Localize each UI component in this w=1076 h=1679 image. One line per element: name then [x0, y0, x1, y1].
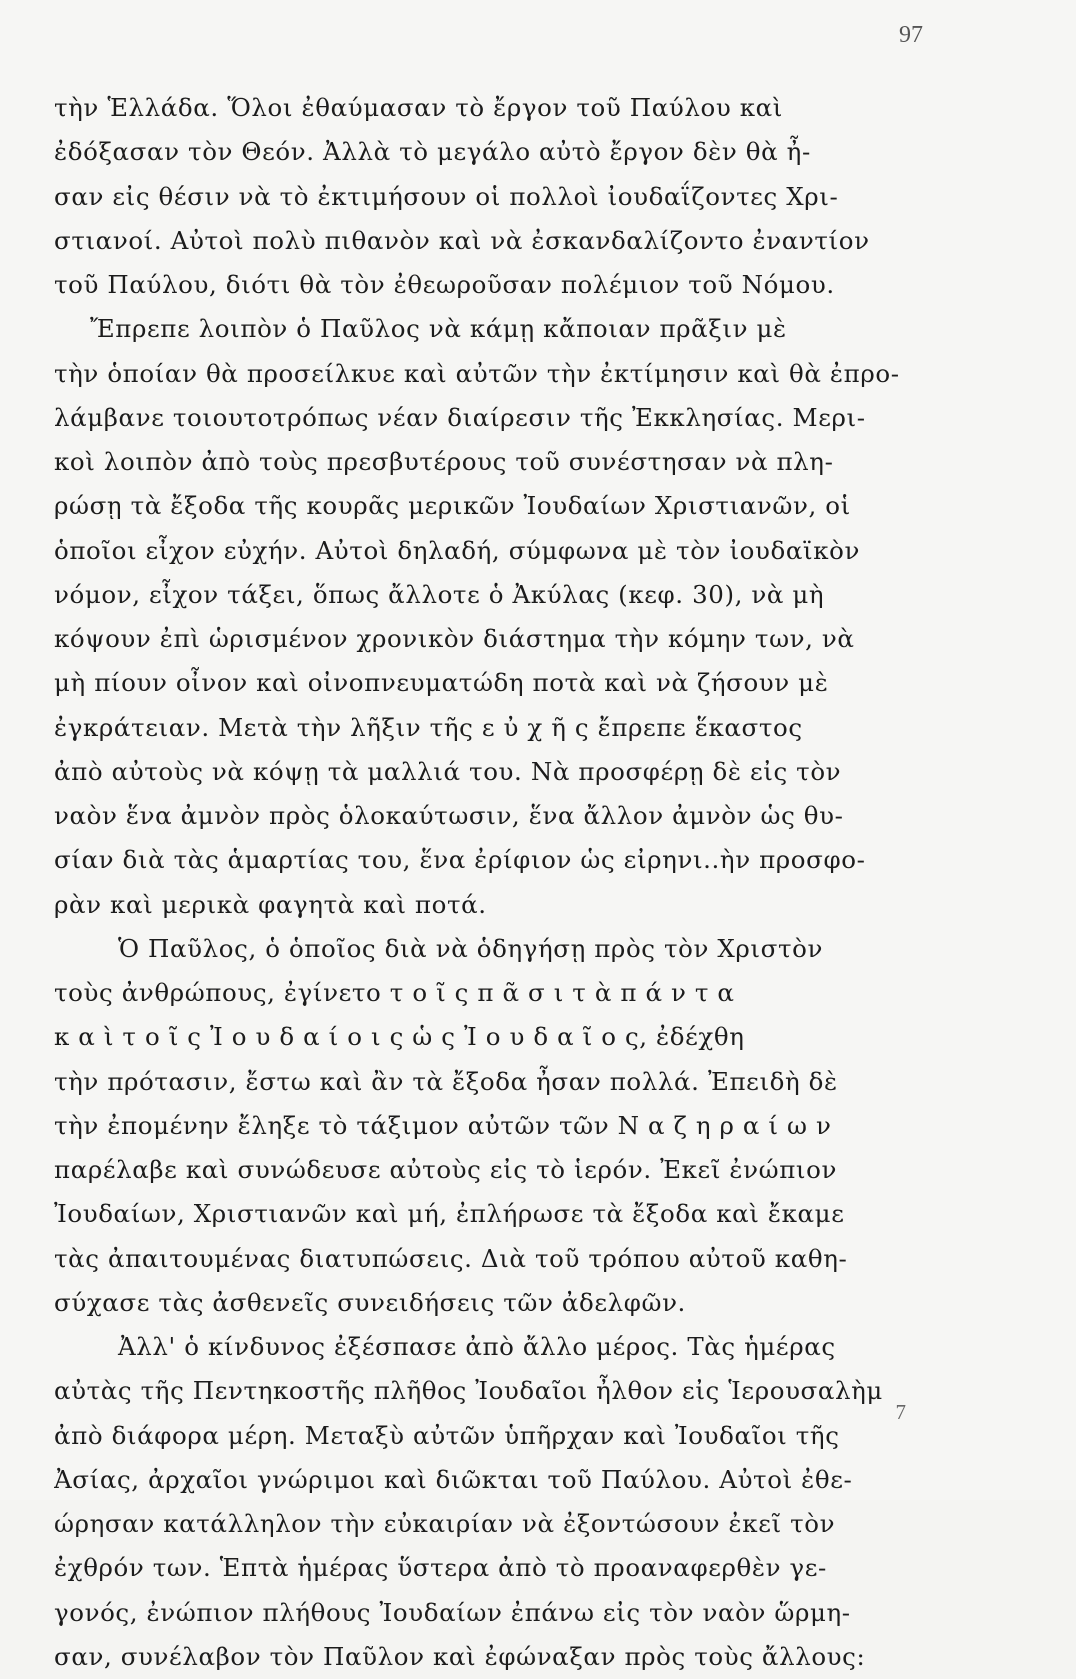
text-line: ρὰν καὶ μερικὰ φαγητὰ καὶ ποτά. [54, 889, 487, 919]
text-line: σαν, συνέλαβον τὸν Παῦλον καὶ ἐφώναξαν πρὸς τοὺς ἄλλους: [54, 1641, 866, 1671]
text-line: τὴν Ἑλλάδα. Ὅλοι ἐθαύμασαν τὸ ἔργον τοῦ Παύλου καὶ [54, 93, 783, 122]
text-line: ἀπὸ αὐτοὺς νὰ κόψῃ τὰ μαλλιά του. Νὰ προσφέρῃ δὲ εἰς τὸν [54, 756, 842, 786]
text-line: ναὸν ἕνα ἀμνὸν πρὸς ὁλοκαύτωσιν, ἕνα ἄλλον ἀμνὸν ὡς θυ- [54, 801, 844, 830]
text-line: κοὶ λοιπὸν ἀπὸ τοὺς πρεσβυτέρους τοῦ συνέστησαν νὰ πλη- [54, 447, 834, 476]
text-line: ώρησαν κατάλληλον τὴν εὐκαιρίαν νὰ ἐξοντώσουν ἐκεῖ τὸν [54, 1509, 836, 1538]
text-line: νόμον, εἶχον τάξει, ὅπως ἄλλοτε ὁ Ἀκύλας (κεφ. 30), νὰ μὴ [54, 579, 825, 609]
text-line: Ὁ Παῦλος, ὁ ὁποῖος διὰ νὰ ὁδηγήσῃ πρὸς τὸν Χριστὸν [118, 933, 823, 963]
text-line: Ἔπρεπε λοιπὸν ὁ Παῦλος νὰ κάμῃ κἄποιαν πρᾶξιν μὲ [90, 314, 787, 344]
text-line: τὰς ἀπαιτουμένας διατυπώσεις. Διὰ τοῦ τρόπου αὐτοῦ καθη- [54, 1243, 848, 1273]
signature-mark: 7 [895, 1400, 906, 1424]
text-line: κ α ὶ τ ο ῖ ς Ἰ ο υ δ α ί ο ι ς ὡ ς Ἰ ο υ δ α ῖ ο ς, ἐδέχθη [54, 1022, 745, 1052]
page-number: 97 [899, 22, 923, 48]
text-line: σύχασε τὰς ἀσθενεῖς συνειδήσεις τῶν ἀδελφῶν. [54, 1287, 686, 1317]
text-line: ἀπὸ διάφορα μέρη. Μεταξὺ αὐτῶν ὑπῆρχαν καὶ Ἰουδαῖοι τῆς [54, 1420, 840, 1450]
text-line: ἐχθρόν των. Ἑπτὰ ἡμέρας ὕστερα ἀπὸ τὸ προαναφερθὲν γε- [54, 1553, 827, 1583]
text-line: τὴν πρότασιν, ἔστω καὶ ἂν τὰ ἔξοδα ἦσαν πολλά. Ἐπειδὴ δὲ [54, 1066, 838, 1096]
text-line: Ἰουδαίων, Χριστιανῶν καὶ μή, ἐπλήρωσε τὰ ἔξοδα καὶ ἔκαμε [54, 1199, 845, 1229]
text-line: ρώσῃ τὰ ἔξοδα τῆς κουρᾶς μερικῶν Ἰουδαίων Χριστιανῶν, οἱ [54, 491, 851, 521]
text-line: τὴν ὁποίαν θὰ προσείλκυε καὶ αὐτῶν τὴν ἐκτίμησιν καὶ θὰ ἐπρο- [54, 358, 900, 388]
text-line: ὁποῖοι εἶχον εὐχήν. Αὐτοὶ δηλαδή, σύμφωνα μὲ τὸν ἰουδαϊκὸν [54, 535, 860, 565]
text-line: τὴν ἐπομένην ἔληξε τὸ τάξιμον αὐτῶν τῶν Ν α ζ η ρ α ί ω ν [54, 1110, 832, 1140]
text-line: κόψουν ἐπὶ ὡρισμένον χρονικὸν διάστημα τὴν κόμην των, νὰ [54, 624, 855, 653]
text-line: στιανοί. Αὐτοὶ πολὺ πιθανὸν καὶ νὰ ἐσκανδαλίζοντο ἐναντίον [54, 225, 870, 255]
text-line: ἐγκράτειαν. Μετὰ τὴν λῆξιν τῆς ε ὐ χ ῆ ς ἔπρεπε ἕκαστος [54, 712, 803, 742]
body-text [54, 86, 946, 1679]
text-line: παρέλαβε καὶ συνώδευσε αὐτοὺς εἰς τὸ ἱερόν. Ἐκεῖ ἐνώπιον [54, 1155, 837, 1184]
text-line: τοὺς ἀνθρώπους, ἐγίνετο τ ο ῖ ς π ᾶ σ ι τ ὰ π ά ν τ α [54, 978, 735, 1007]
text-line: αὐτὰς τῆς Πεντηκοστῆς πλῆθος Ἰουδαῖοι ἦλθον εἰς Ἱερουσαλὴμ [54, 1376, 883, 1406]
text-line: γονός, ἐνώπιον πλήθους Ἰουδαίων ἐπάνω εἰς τὸν ναὸν ὥρμη- [54, 1597, 851, 1627]
text-line: σίαν διὰ τὰς ἁμαρτίας του, ἕνα ἐρίφιον ὡς εἰρηνι..ὴν προσφο- [54, 845, 866, 875]
text-line: σαν εἰς θέσιν νὰ τὸ ἐκτιμήσουν οἱ πολλοὶ ἰουδαΐζοντες Χρι- [54, 181, 839, 211]
text-line: Ἀλλ' ὁ κίνδυνος ἐξέσπασε ἀπὸ ἄλλο μέρος. Τὰς ἡμέρας [118, 1332, 836, 1361]
text-line: μὴ πίουν οἶνον καὶ οἰνοπνευματώδη ποτὰ καὶ νὰ ζήσουν μὲ [54, 668, 829, 698]
text-line: τοῦ Παύλου, διότι θὰ τὸν ἐθεωροῦσαν πολέμιον τοῦ Νόμου. [54, 270, 835, 299]
text-line: λάμβανε τοιουτοτρόπως νέαν διαίρεσιν τῆς Ἐκκλησίας. Μερι- [54, 402, 866, 432]
text-line: Ἀσίας, ἀρχαῖοι γνώριμοι καὶ διῶκται τοῦ Παύλου. Αὐτοὶ ἐθε- [54, 1464, 853, 1494]
text-line: ἐδόξασαν τὸν Θεόν. Ἀλλὰ τὸ μεγάλο αὐτὸ ἔργον δὲν θὰ ἦ- [54, 137, 811, 167]
